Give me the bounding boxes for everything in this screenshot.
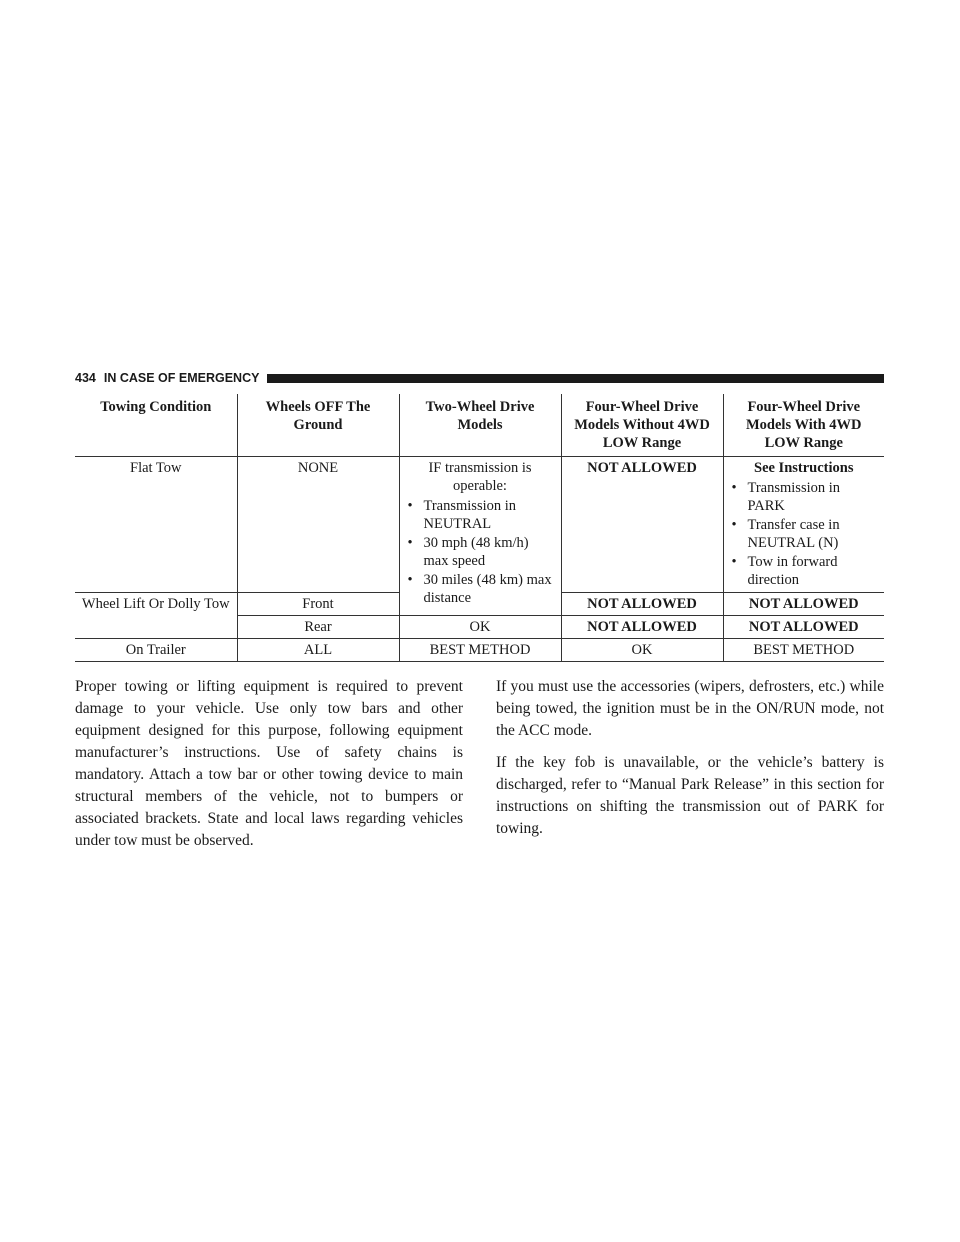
bullet-icon: • — [407, 535, 413, 551]
cell-rear-4wd-with: NOT ALLOWED — [723, 616, 884, 639]
header-rule — [267, 374, 884, 383]
cell-trailer-wheels-off: ALL — [237, 639, 399, 662]
bullet-icon: • — [731, 517, 737, 533]
towing-table — [75, 394, 884, 662]
bullet-icon: • — [731, 480, 737, 496]
bullet-icon: • — [407, 498, 413, 514]
header-4wd-without-low: Four-Wheel Drive Models Without 4WD LOW Range — [561, 394, 723, 457]
page-header — [75, 370, 884, 386]
table-header-row — [75, 394, 884, 457]
towing-equipment-paragraph: Proper towing or lifting equipment is required to prevent damage to your vehicle. Use only tow bars and other equipment designed for this purpose, following equipment manufacturer’s instructions. Use of safety chains is mandatory. Attach a tow bar or other towing device to main structural members of the vehicle, not to bumpers or associated brackets. State and local laws regarding vehicles under tow must be observed. — [75, 678, 463, 849]
list-item: • 30 miles (48 km) max distance — [407, 572, 552, 606]
header-towing-condition: Towing Condition — [75, 394, 237, 457]
list-item: • Transmission in PARK — [731, 480, 841, 514]
body-column-left — [75, 676, 463, 862]
cell-rear-4wd-without: NOT ALLOWED — [561, 616, 723, 639]
cell-rear-wheels-off: Rear — [237, 616, 399, 639]
list-item: • 30 mph (48 km/h) max speed — [407, 535, 529, 569]
cell-trailer-two-wd: BEST METHOD — [399, 639, 561, 662]
cell-flat-tow-4wd-with — [723, 457, 884, 593]
list-item: • Tow in forward direction — [731, 554, 838, 588]
two-wd-list — [406, 497, 555, 607]
cell-front-4wd-without: NOT ALLOWED — [561, 593, 723, 616]
cell-trailer-4wd-without: OK — [561, 639, 723, 662]
two-wd-intro: IF transmission is operable: — [428, 460, 532, 494]
cell-flat-tow-two-wd — [399, 457, 561, 616]
table-row-flat-tow — [75, 457, 884, 593]
cell-front-wheels-off: Front — [237, 593, 399, 616]
bullet-icon: • — [731, 554, 737, 570]
header-wheels-off: Wheels OFF The Ground — [237, 394, 399, 457]
body-column-right — [496, 676, 884, 850]
cell-rear-two-wd: OK — [399, 616, 561, 639]
four-wd-with-list — [730, 479, 879, 589]
list-item: • Transmission in NEUTRAL — [407, 498, 517, 532]
section-title: IN CASE OF EMERGENCY — [103, 371, 260, 385]
cell-wheel-lift-condition: Wheel Lift Or Dolly Tow — [75, 593, 237, 639]
list-item: • Transfer case in NEUTRAL (N) — [731, 517, 840, 551]
see-instructions-label: See Instructions — [754, 460, 854, 476]
cell-flat-tow-wheels-off: NONE — [237, 457, 399, 593]
header-two-wheel-drive: Two-Wheel Drive Models — [399, 394, 561, 457]
cell-trailer-4wd-with: BEST METHOD — [723, 639, 884, 662]
table-row-on-trailer — [75, 639, 884, 662]
header-4wd-with-low: Four-Wheel Drive Models With 4WD LOW Range — [723, 394, 884, 457]
cell-flat-tow-condition: Flat Tow — [75, 457, 237, 593]
key-fob-paragraph: If the key fob is unavailable, or the vehicle’s battery is discharged, refer to “Manual Park Release” in this section for instructions on shifting the transmission out of PARK for towing. — [496, 754, 884, 837]
bullet-icon: • — [407, 572, 413, 588]
page-number: 434 — [75, 371, 96, 385]
cell-flat-tow-4wd-without: NOT ALLOWED — [561, 457, 723, 593]
accessories-paragraph: If you must use the accessories (wipers, defrosters, etc.) while being towed, the ignition must be in the ON/RUN mode, not the ACC mode. — [496, 678, 884, 739]
cell-front-4wd-with: NOT ALLOWED — [723, 593, 884, 616]
cell-trailer-condition: On Trailer — [75, 639, 237, 662]
